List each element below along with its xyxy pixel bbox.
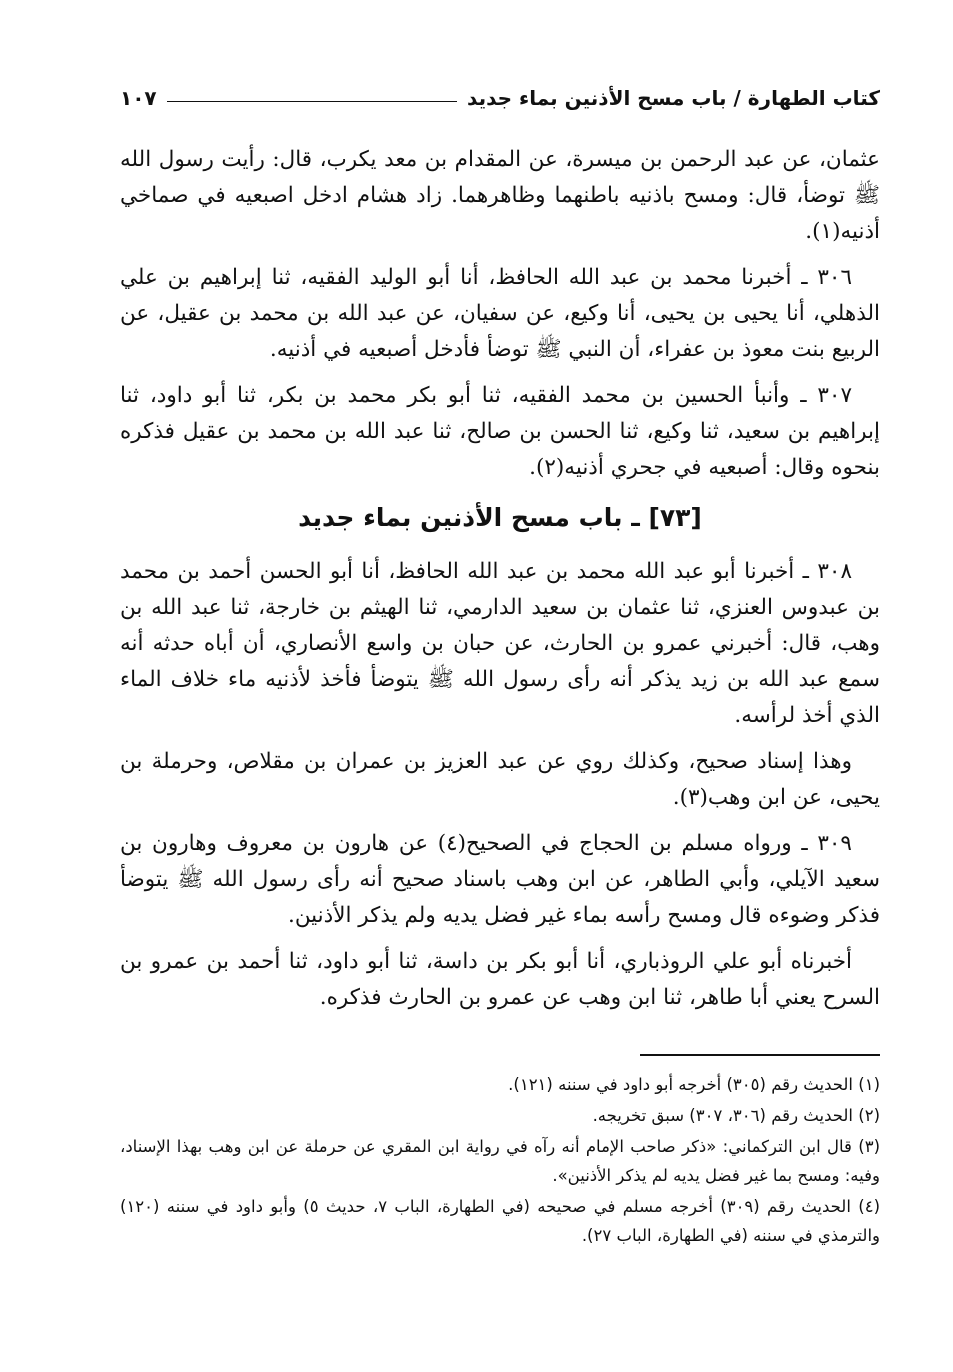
footnote-separator (640, 1054, 880, 1056)
section-heading: [٧٣] ـ باب مسح الأذنين بماء جديد (298, 503, 702, 532)
hadith-307: ٣٠٧ ـ وأنبأ الحسين بن محمد الفقيه، ثنا أبو بكر محمد بن بكر، ثنا أبو داود، ثنا إبراهيم بن سعيد، ثنا وكيع، ثنا الحسن بن صالح، ثنا عبد الله بن محمد بن عقيل فذكره بنحوه وقال: أصبعيه في جحري أذنيه(٢). (120, 383, 880, 480)
hadith-306: ٣٠٦ ـ أخبرنا محمد بن عبد الله الحافظ، أنا أبو الوليد الفقيه، ثنا إبراهيم بن علي الذهلي، أنا يحيى بن يحيى، أنا وكيع، عن سفيان، عن عبد الله بن محمد بن عقيل، عن الربيع بنت معوذ بن عفراء، أن النبي ﷺ توضأ فأدخل أصبعيه في أذنيه. (120, 265, 880, 362)
footnote-3: (٣) قال ابن التركماني: «ذكر صاحب الإمام أنه رآه في رواية ابن المقري عن حرملة عن ابن وهب بهذا الإسناد، وفيه: ومسح بما غير فضل يديه لم يذكر الأذنين». (120, 1137, 880, 1185)
footnote-2: (٢) الحديث رقم (٣٠٦، ٣٠٧) سبق تخريجه. (592, 1106, 880, 1125)
hadith-309: ٣٠٩ ـ ورواه مسلم بن الحجاج في الصحيح(٤) عن هارون بن معروف وهارون بن سعيد الآيلي، وأبي الطاهر، عن ابن وهب باسناد صحيح أنه رأى رسول الله ﷺ يتوضأ فذكر وضوءه قال ومسح رأسه بماء غير فضل يديه ولم يذكر الأذنين. (120, 831, 880, 928)
page-number: ١٠٧ (120, 86, 157, 110)
hadith-308: ٣٠٨ ـ أخبرنا أبو عبد الله محمد بن عبد الله الحافظ، أنا أبو الحسن أحمد بن محمد بن عبدوس العنزي، ثنا عثمان بن سعيد الدارمي، ثنا الهيثم بن خارجة، ثنا عبد الله بن وهب، قال: أخبرني عمرو بن الحارث، عن حبان بن واسع الأنصاري، أن أباه حدثه أنه سمع عبد الله بن زيد يذكر أنه رأى رسول الله ﷺ يتوضأ فأخذ لأذنيه ماء خلاف الماء الذي أخذ لرأسه. (120, 559, 880, 728)
book-page (120, 70, 880, 1330)
footnotes (120, 1070, 880, 1250)
main-text (120, 142, 880, 1016)
paragraph-isnad: وهذا إسناد صحيح، وكذلك روي عن عبد العزيز بن عمران بن مقلاص، وحرملة بن يحيى، عن ابن وهب(٣). (120, 749, 880, 810)
header-rule (167, 101, 457, 102)
footnote-4: (٤) الحديث رقم (٣٠٩) أخرجه مسلم في صحيحه (في الطهارة، الباب ٧، حديث ٥) وأبو داود في سننه (١٢٠) والترمذي في سننه (في الطهارة، الباب ٢٧). (120, 1197, 880, 1245)
running-header (120, 70, 880, 116)
paragraph-1: عثمان، عن عبد الرحمن بن ميسرة، عن المقدام بن معد يكرب، قال: رأيت رسول الله ﷺ توضأ، قال: ومسح باذنيه باطنهما وظاهرهما. زاد هشام ادخل اصبعيه في صماخي أذنيه(١). (120, 147, 880, 244)
header-title: كتاب الطهارة / باب مسح الأذنين بماء جديد (467, 86, 880, 110)
paragraph-akhbaranahu: أخبرناه أبو علي الروذباري، أنا أبو بكر بن داسة، ثنا أبو داود، ثنا أحمد بن عمرو بن السرح يعني أبا طاهر، ثنا ابن وهب عن عمرو بن الحارث فذكره. (120, 949, 880, 1010)
footnote-1: (١) الحديث رقم (٣٠٥) أخرجه أبو داود في سننه (١٢١). (508, 1075, 880, 1094)
